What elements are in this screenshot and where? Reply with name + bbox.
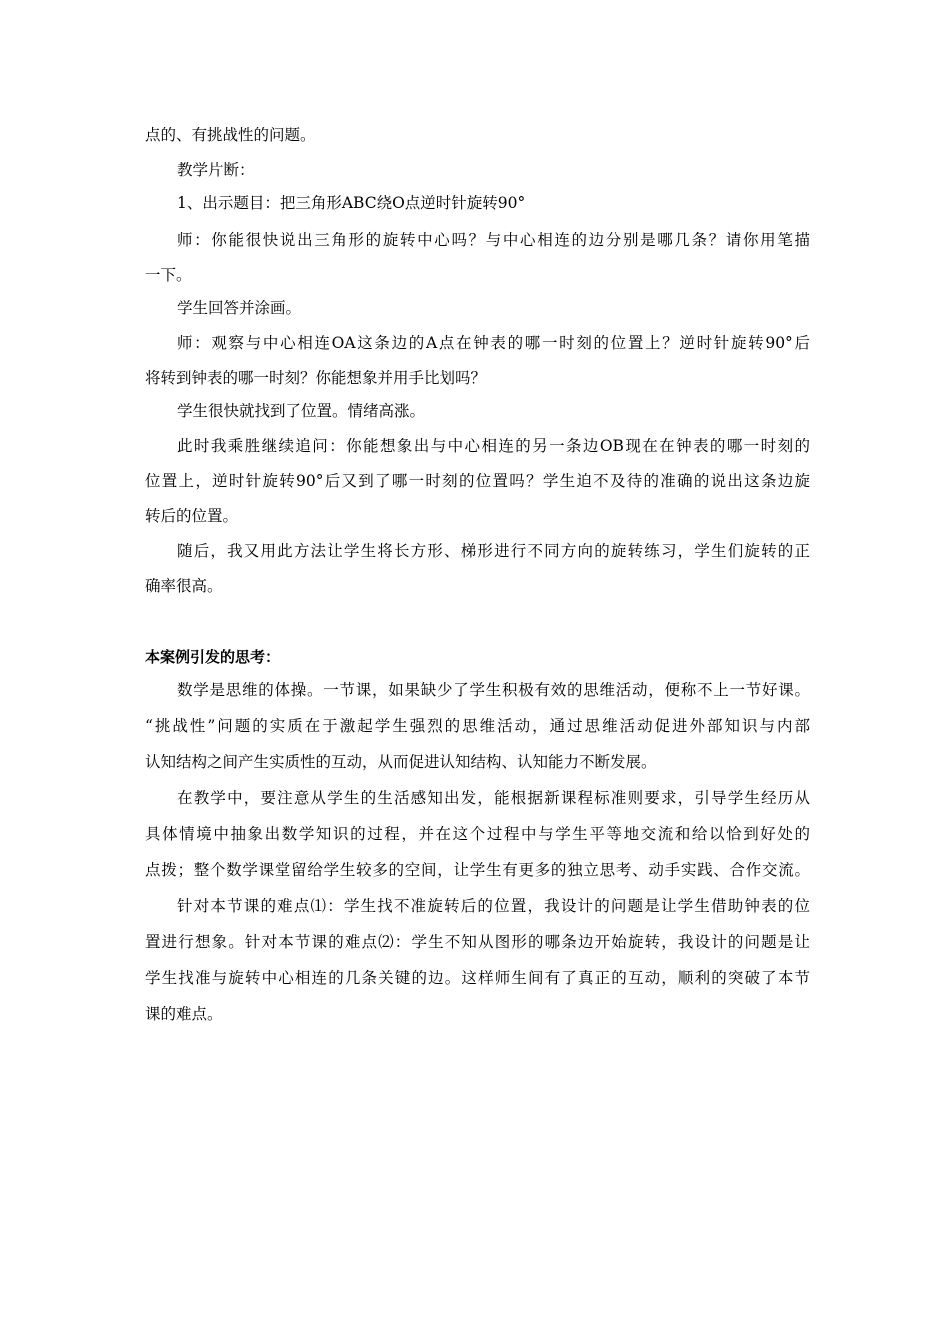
paragraph-line: 一下。 bbox=[145, 266, 192, 284]
paragraph-line: 置进行想象。针对本节课的难点⑵：学生不知从图形的哪条边开始旋转，我设计的问题是让 bbox=[145, 933, 810, 951]
paragraph-line: 转后的位置。 bbox=[145, 507, 239, 525]
paragraph-line: 将转到钟表的哪一时刻？你能想象并用手比划吗？ bbox=[145, 369, 487, 387]
paragraph-line: 具体情境中抽象出数学知识的过程，并在这个过程中与学生平等地交流和给以恰到好处的 bbox=[145, 825, 810, 843]
paragraph-line: 数学是思维的体操。一节课，如果缺少了学生积极有效的思维活动，便称不上一节好课。 bbox=[177, 681, 810, 699]
paragraph-line: 随后，我又用此方法让学生将长方形、梯形进行不同方向的旋转练习，学生们旋转的正 bbox=[177, 542, 810, 560]
paragraph-line: 位置上，逆时针旋转90°后又到了哪一时刻的位置吗？学生迫不及待的准确的说出这条边旋 bbox=[145, 472, 810, 490]
paragraph-line: 此时我乘胜继续追问：你能想象出与中心相连的另一条边OB现在在钟表的哪一时刻的 bbox=[177, 437, 810, 455]
paragraph-line: 在教学中，要注意从学生的生活感知出发，能根据新课程标准则要求，引导学生经历从 bbox=[177, 789, 810, 807]
paragraph-line: 师：观察与中心相连OA这条边的A点在钟表的哪一时刻的位置上？逆时针旋转90°后 bbox=[177, 334, 810, 352]
section-label: 教学片断： bbox=[177, 161, 255, 179]
section-heading: 本案例引发的思考： bbox=[145, 648, 281, 666]
paragraph-line: 认知结构之间产生实质性的互动，从而促进认知结构、认知能力不断发展。 bbox=[145, 753, 657, 771]
paragraph-line: 课的难点。 bbox=[145, 1005, 223, 1023]
paragraph-line: 确率很高。 bbox=[145, 577, 223, 595]
paragraph-line: “挑战性”问题的实质在于激起学生强烈的思维活动，通过思维活动促进外部知识与内部 bbox=[145, 717, 810, 735]
paragraph-line: 学生找准与旋转中心相连的几条关键的边。这样师生间有了真正的互动，顺利的突破了本节 bbox=[145, 969, 810, 987]
paragraph-line: 点的、有挑战性的问题。 bbox=[145, 126, 316, 144]
paragraph-line: 点拨；整个数学课堂留给学生较多的空间，让学生有更多的独立思考、动手实践、合作交流。 bbox=[145, 861, 810, 879]
paragraph-line: 学生回答并涂画。 bbox=[177, 299, 302, 317]
paragraph-line: 学生很快就找到了位置。情绪高涨。 bbox=[177, 402, 426, 420]
paragraph-line: 针对本节课的难点⑴：学生找不准旋转后的位置，我设计的问题是让学生借助钟表的位 bbox=[177, 897, 810, 915]
paragraph-line: 师：你能很快说出三角形的旋转中心吗？与中心相连的边分别是哪几条？请你用笔描 bbox=[177, 231, 810, 249]
paragraph-line: 1、出示题目：把三角形ABC绕O点逆时针旋转90° bbox=[177, 194, 526, 212]
